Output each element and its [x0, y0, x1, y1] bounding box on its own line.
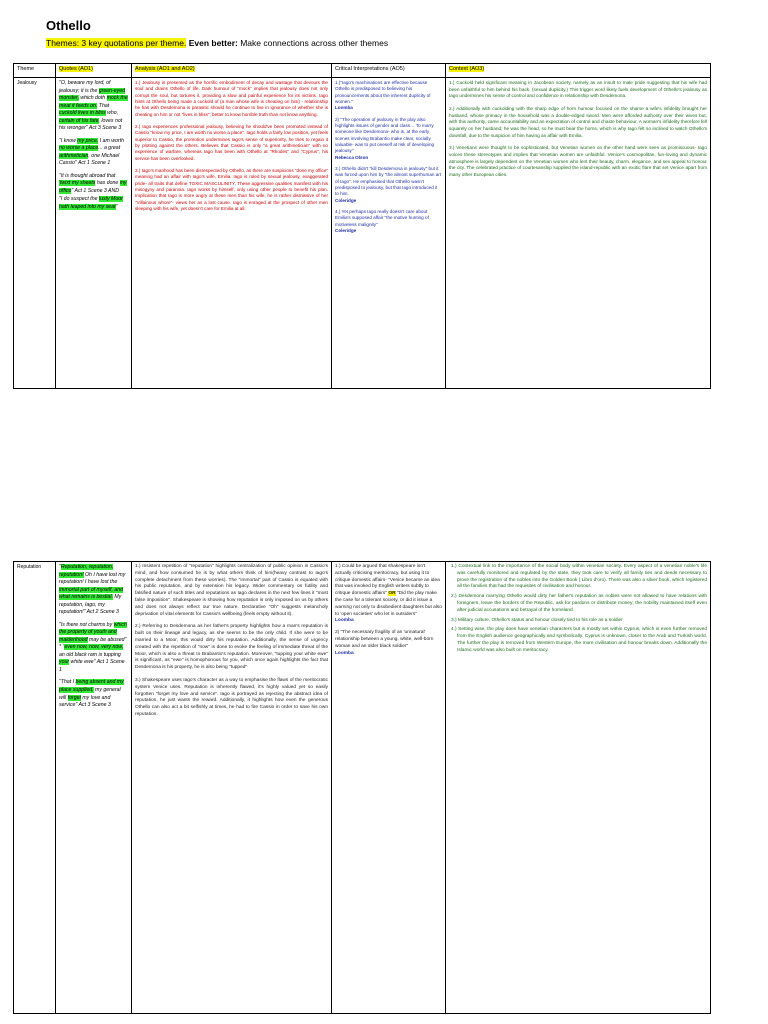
- critic-point-1: 1.) Could be argued that shakespeare isn't actually criticising meritocracy, but using it to critique domestic affairs- "Venice became an idea that was invoked by English writers subtly to critique domestic affairs" OR "Did the play make the case for a tolerant society, or did it issue a warning not only to disobedient daughters but also to 'open societies' who let in outsiders" Loomba: [335, 564, 442, 624]
- analysis-point-3: 3.) Iago's manhood has been disrespected by Othello, as there are suspicions "done my office" meaning had an affair with Iago's wife, Emilia. Iago is ruled by sexual jealousy, exaggerated pride- all traits that define TOXIC MASCULINITY. These aggressive qualities manifest with his misogyny and paranoia. Iago works by himself, only using other people to benefit his plan. Implication that Iago is more angry at these men than his wife, he is rather dismissive of her "Villainous whore"- views her as a lost cause. Iago is enraged at the prospect of other men sleeping with his wife, yet doesn't care for Emilia at all.: [135, 167, 328, 211]
- theme-cell: Jealousy: [14, 78, 56, 389]
- context-point-4: 4.) Setting wise, the play does have venetian characters but is mostly set within Cyprus, which is even further removed from the English audience geographically and symbolically. Cyprus is unknown, closer to the Arab and Turkish world. The further the play is removed from Western Europe, the more civilisation and honour breaks down. Additionally the Islamic world was also built on meritocracy.: [451, 627, 707, 653]
- quote-being-absent: "That I being absent and my place supplied, my general will forget my love and service" Act 3 Scene 3: [59, 679, 124, 709]
- quote-my-price: "I know my price, I am worth no worse a place... a great arithmetician, one Michael Cassio" Act 1 Scene 1: [59, 137, 124, 167]
- critic-point-2: 2) "The operation of jealousy in the play also highlights issues of gender and class… To marry someone like Desdemona- who is, at the early scenes involving Brabantio make clear, socially valuable- was to put oneself at risk of developing jealousy" Rebecca Olson: [335, 117, 442, 161]
- header-theme: Theme: [14, 64, 56, 78]
- analysis-point-2: 2.) Referring to Desdemona as her father's property highlights how a man's reputation is built on their lineage and legacy, as she seems to be the only child. If she were to be married to a Moor, this would dirty his reputation. Additionally, the sense of urgency created with the repetition of "now" is done to evoke the feeling of immediate threat of the Moor, which is also a threat to Brabantio's reputation. Moreover, "tupping your white ewe" is significant, as "ewe" is homophonous for you, which once again highlights the fact that Desdemona is his property, he is also being "tupped": [135, 624, 328, 671]
- critical-cell: [332, 562, 446, 1014]
- even-better-text: Make connections across other themes: [240, 38, 389, 48]
- context-point-1: 1.) Cuckold held significant meaning in Jacobean society, namely as an insult to male pride suggesting that his wife had been unfaithful to him behind his back. (sexual duplicity.) This trigger word likely fuels development of Othello's jealousy as Iago undermines his sense of control and confidence in relationship with Desdemona.: [449, 80, 707, 99]
- quotes-cell: [56, 78, 132, 389]
- critical-cell: [332, 78, 446, 389]
- analysis-point-2: 2.) Iago experiences professional jealousy, believing he should've been promoted instead of Cassio "know my price, I am worth no worse a place". Iago holds a fairly low position, yet feels superior to Cassio, the promotion undermines Iago's sense of superiority, he tries to regain it by plotting against the others. Believes that Cassio is only "a great arithmetician" with no experience of warfare, whereas Iago has been with Othello at "Rhodes" and "Cyprus", his service has been overlooked.: [135, 123, 328, 161]
- analysis-point-1: 1.) Jealousy is presented as the horrific embodiment of decay and wastage that devours the soul and drains Othello of life. Dark humour of "mock" implies that jealousy does not only corrupt the soul, but tortures it, providing a slow and painful experience for its victims. Iago hints at Othello being made a cuckold of (a man whose wife is cheating on him) - relationship he has with Desdemona is parasitic should he continue to live in ignorance of whether she is cheating on him or not "lives in bliss"; better to know horrible truth than not know anything.: [135, 80, 328, 117]
- document-subtitle: [46, 38, 388, 48]
- theme-cell: Reputation: [14, 562, 56, 1014]
- critic-author: Loomba: [335, 105, 353, 111]
- quote-charms: "Is there not charms by which the property of youth and maidenhood may be abused" * "even now, now, very now, an old black ram is tupping your white ewe" Act 1 Scene 1: [59, 621, 127, 673]
- context-point-3: 3.) Military culture, Othello's status and honour closely tied to his role as a soldier: [451, 617, 623, 623]
- analysis-point-3: 3.) Shakespeare uses Iago's character as a way to emphasise the flaws of the meritocratic system Venice uses. Reputation is inherently flawed, it's highly valued yet so easily forgotten "forget my love and service". Iago is portrayed as rejecting the abstract idea of reputation, he just wants the reward. Additionally, it highlights how even the generous Othello can also act a bit selfishly at times, he had to fire Cassio in order to save his own reputation.: [135, 677, 328, 717]
- context-point-3: 3.) Venetians were thought to be sophisticated, but Venetian women on the other hand were seen as promiscuous- Iago voices these stereotypes and implies that Venetian women are unfaithful. Venice's cosmopolitan, fun-loving and dynamic atmosphere is largely dependent on the Venetian women who lent their beauty, charm, elegance, and sex appeal to honour the city. The celebrated practice of courtesanship supplied the island-republic with an exotic flare that set Venice apart from many other European cities.: [449, 145, 707, 178]
- critic-author: Rebecca Olson: [335, 154, 369, 160]
- quotes-cell: [56, 562, 132, 1014]
- critic-author: Loomba: [335, 650, 354, 656]
- analysis-cell: [132, 562, 332, 1014]
- quote-green-eyed-monster: "O, beware my lord, of jealousy; it is the green-eyed monster, which doth mock the meat it feeds on. That cuckold lives in bliss who, certain of his fate, loves not his wronger" Act 3 Scene 3: [59, 80, 128, 132]
- themes-instruction: Themes: 3 key quotations per theme.: [46, 38, 187, 48]
- critic-author: Loomba: [335, 618, 354, 624]
- reputation-table: [13, 561, 711, 1014]
- header-analysis: Analysis (AO1 and AO2): [132, 64, 332, 78]
- context-point-2: 2.) Desdemona marrying Othello would dirty her father's reputation as nobles were not allowed to have relations with foreigners, leave the borders of the Republic, ask for pardons or distribute money; the nobility maintained itself even after judicial accusations and betrayal of the homeland.: [451, 594, 707, 613]
- context-point-2: 2.) Additionally with cuckolding with the sharp edge of horn humour focused on the shame a wife's infidelity brought her husband, whose primacy in the household was a double-edged sword. Men were afforded authority over their wives but, with this authority, came accountability and an expectation of control and chaste behaviour. A woman's infidelity therefore fell squarely on her husband; he was the head, so he must bear the horns, which is why Iago felt so inclined to watch Othello's downfall, due to the suspicion of him having an affair with Emilia.: [449, 106, 707, 138]
- critic-author: Coleridge: [335, 227, 357, 233]
- quote-twixt-my-sheets: "It is thought abroad that 'twixt my sheets has done my office" Act 1 Scene 3 AND: [59, 172, 127, 194]
- header-critical: Critical Interpretations (AO5): [332, 64, 446, 78]
- critic-point-1: 1.)"Iago's machinations are effective because Othello is predisposed to believing his pronouncements about the inherent duplicity of women." Loomba: [335, 80, 442, 112]
- even-better-label: Even better:: [188, 38, 238, 48]
- header-quotes: Quotes (AO1): [56, 64, 132, 78]
- analysis-point-1: 1.) Insistent repetition of "reputation" highlights centralization of public opinion in Cassio's mind, and how consumed he is by what others think of him(heavy contrast to Iago's complete detachment from these worries). The "immortal" part of Cassio is equated with his public reputation, and by extension his legacy. Wider commentary on futility and falsified nature of such titles and reputations as Iago declares in the next few lines it "most false imposition". Shakespeare is showing how reputation is only imposed on us by others and does not always reflect our true nature. Declarative "Oh" suggests melancholy deprivation of vital elements for Cassio's wellbeing (feels empty without it).: [135, 564, 328, 617]
- reputation-row: [14, 562, 711, 1014]
- quote-reputation: "Reputation, reputation, reputation! Oh I have lost my reputation! I have lost the immortal part of myself, and what remains is bestial. My reputation, Iago, my reputation!" Act 2 Scene 3: [59, 564, 126, 616]
- context-cell: [446, 78, 711, 389]
- jealousy-table: [13, 63, 711, 389]
- jealousy-row: [14, 78, 711, 389]
- quote-lusty-moor: "I do suspect the lusty Moor hath leaped into my seat": [59, 196, 123, 210]
- critic-author: Coleridge: [335, 197, 357, 203]
- header-context: Context (AO3): [446, 64, 711, 78]
- header-row: [14, 64, 711, 78]
- context-point-1: 1.) Contextual link to the importance of the social body within venetian society. Every aspect of a venetian noble's life was carefully monitored and regulated by the state, they took care to verify all family ties and deeds necessary to prove the registration of the nobles into the Golden Book ( Libro d'oro). There was also a silver book, which registered all the families that had the requisites of civilisation and honour.: [451, 564, 707, 590]
- analysis-cell: [132, 78, 332, 389]
- critic-point-3: 3.) Othello didn't "kill Desdemona in jealousy" but it was forced upon him by "the almost superhuman art of Iago". He emphasised that Othello wasn't predisposed to jealousy, but that Iago introduced it to him. Coleridge: [335, 165, 442, 203]
- document-title: Othello: [46, 18, 91, 33]
- or-highlight: OR: [388, 591, 396, 597]
- critic-point-2: 2) "The necessary fragility of an 'unnatural' relationship between a young, white, well-born woman and an older black soldier" Loomba: [335, 630, 442, 657]
- context-cell: [446, 562, 711, 1014]
- critic-point-4: 4.) Yet perhaps Iago really doesn't care about Emilia's supposed affair "the motive hunting of motiveless malignity" Coleridge: [335, 209, 442, 234]
